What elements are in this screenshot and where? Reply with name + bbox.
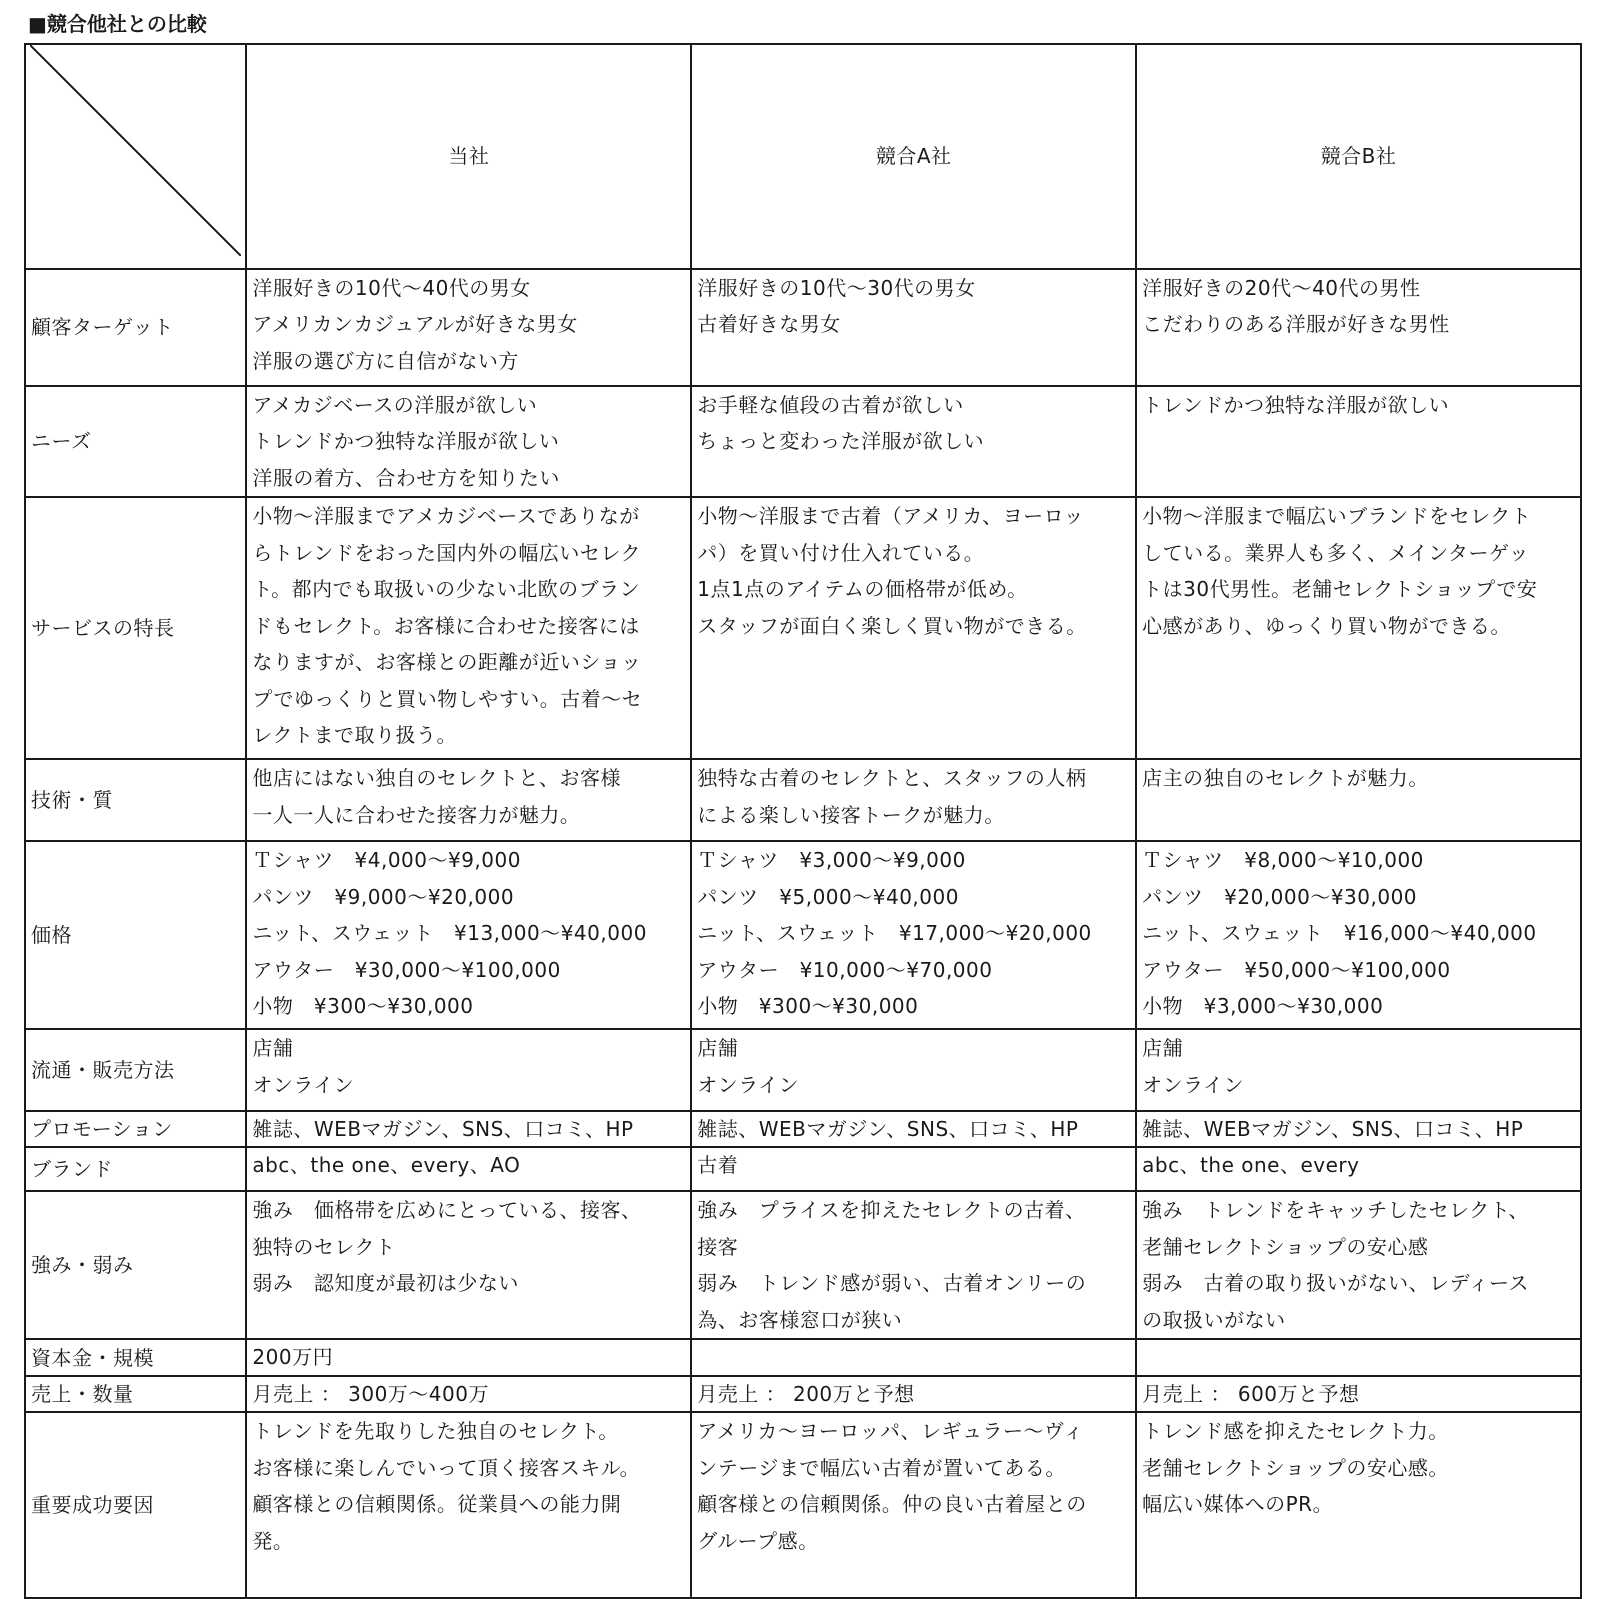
cell-customer-target-own-company	[246, 269, 691, 386]
cell-brand-competitor-b	[1136, 1147, 1581, 1191]
cell-text-line: 顧客様との信頼関係。従業員への能力開	[252, 1492, 622, 1517]
cell-text-line: トレンドを先取りした独自のセレクト。	[252, 1419, 619, 1444]
table-row-brand	[25, 1147, 1581, 1191]
page-title: ■競合他社との比較	[28, 12, 207, 36]
cell-text-line: による楽しい接客トークが魅力。	[697, 802, 1005, 827]
cell-text-line: お手軽な値段の古着が欲しい	[697, 392, 964, 417]
cell-technology-quality-competitor-b	[1136, 759, 1581, 841]
cell-text-line: お客様に楽しんでいって頂く接客スキル。	[252, 1455, 641, 1480]
cell-strengths-weaknesses-own-company	[246, 1191, 691, 1339]
cell-distribution-competitor-b	[1136, 1029, 1581, 1111]
cell-text-line: ドもセレクト。お客様に合わせた接客には	[252, 613, 640, 638]
cell-text-line: 弱み トレンド感が弱い、古着オンリーの	[697, 1271, 1087, 1296]
cell-text-line: アウター ¥30,000〜¥100,000	[252, 957, 561, 982]
table-row-service-features	[25, 497, 1581, 759]
cell-text-line: グループ感。	[697, 1528, 819, 1553]
cell-strengths-weaknesses-competitor-b	[1136, 1191, 1581, 1339]
cell-text-line: ト。都内でも取扱いの少ない北欧のブラン	[252, 577, 641, 602]
cell-text-line: している。業界人も多く、メインターゲッ	[1142, 540, 1530, 565]
row-label-service-features: サービスの特長	[25, 497, 246, 759]
cell-key-success-factors-competitor-b	[1136, 1412, 1581, 1598]
cell-text-line: 小物〜洋服までアメカジベースでありなが	[252, 504, 640, 529]
cell-text-line: パンツ ¥9,000〜¥20,000	[252, 884, 515, 909]
cell-text-line: ニット、スウェット ¥13,000〜¥40,000	[252, 921, 647, 946]
cell-text-line: パンツ ¥5,000〜¥40,000	[697, 884, 959, 909]
cell-distribution-own-company	[246, 1029, 691, 1111]
row-label-distribution: 流通・販売方法	[25, 1029, 246, 1111]
cell-text-line: 月売上 ： 600万と予想	[1142, 1382, 1360, 1407]
cell-strengths-weaknesses-competitor-a	[691, 1191, 1136, 1339]
cell-brand-competitor-a	[691, 1147, 1136, 1191]
cell-text-line: アメリカ〜ヨーロッパ、レギュラー〜ヴィ	[697, 1419, 1084, 1444]
cell-text-line: オンライン	[1142, 1072, 1245, 1097]
table-row-strengths-weaknesses	[25, 1191, 1581, 1339]
cell-key-success-factors-own-company	[246, 1412, 691, 1598]
corner-cell	[25, 44, 246, 269]
row-label-sales-volume: 売上・数量	[25, 1376, 246, 1412]
cell-text-line: 心感があり、ゆっくり買い物ができる。	[1142, 613, 1511, 638]
row-label-technology-quality: 技術・質	[25, 759, 246, 841]
table-row-price	[25, 841, 1581, 1029]
cell-text-line: 小物 ¥300〜¥30,000	[697, 994, 919, 1019]
cell-text-line: 小物 ¥3,000〜¥30,000	[1142, 994, 1384, 1019]
cell-text-line: アウター ¥50,000〜¥100,000	[1142, 957, 1451, 982]
table-row-sales-volume	[25, 1376, 1581, 1412]
cell-text-line: なりますが、お客様との距離が近いショッ	[252, 650, 642, 675]
cell-price-competitor-a	[691, 841, 1136, 1029]
cell-text-line: トレンド感を抑えたセレクト力。	[1142, 1419, 1449, 1444]
cell-text-line: アウター ¥10,000〜¥70,000	[697, 957, 993, 982]
cell-text-line: 洋服好きの10代〜40代の男女	[252, 275, 531, 300]
cell-text-line: 強み 価格帯を広めにとっている、接客、	[252, 1198, 642, 1223]
column-header-competitor-b: 競合B社	[1136, 44, 1581, 269]
competitor-comparison-table	[24, 43, 1582, 1599]
cell-text-line: 店舗	[1142, 1036, 1184, 1061]
cell-customer-target-competitor-b	[1136, 269, 1581, 386]
cell-text-line: 洋服の選び方に自信がない方	[252, 348, 519, 373]
cell-text-line: の取扱いがない	[1142, 1307, 1286, 1332]
cell-text-line: オンライン	[697, 1072, 800, 1097]
cell-text-line: abc、the one、every、AO	[252, 1153, 521, 1178]
row-label-strengths-weaknesses: 強み・弱み	[25, 1191, 246, 1339]
cell-text-line: らトレンドをおった国内外の幅広いセレク	[252, 540, 642, 565]
cell-customer-target-competitor-a	[691, 269, 1136, 386]
cell-needs-own-company	[246, 386, 691, 498]
cell-text-line: Ｔシャツ ¥8,000〜¥10,000	[1142, 848, 1424, 873]
cell-text-line: トレンドかつ独特な洋服が欲しい	[252, 429, 560, 454]
cell-text-line: 200万円	[252, 1345, 334, 1370]
cell-needs-competitor-a	[691, 386, 1136, 498]
column-header-competitor-a: 競合A社	[691, 44, 1136, 269]
cell-text-line: 月売上 ： 300万〜400万	[252, 1382, 489, 1407]
cell-text-line: ニット、スウェット ¥16,000〜¥40,000	[1142, 921, 1537, 946]
cell-text-line: ニット、スウェット ¥17,000〜¥20,000	[697, 921, 1092, 946]
row-label-promotion: プロモーション	[25, 1111, 246, 1147]
cell-text-line: 幅広い媒体へのPR。	[1142, 1492, 1334, 1517]
cell-text-line: スタッフが面白く楽しく買い物ができる。	[697, 613, 1087, 638]
cell-text-line: 顧客様との信頼関係。仲の良い古着屋との	[697, 1492, 1087, 1517]
cell-text-line: 洋服好きの20代〜40代の男性	[1142, 275, 1421, 300]
column-header-own-company: 当社	[246, 44, 691, 269]
cell-text-line: 雑誌、WEBマガジン、SNS、口コミ、HP	[697, 1117, 1079, 1142]
cell-text-line: 接客	[697, 1234, 739, 1259]
cell-text-line: 老舗セレクトショップの安心感	[1142, 1234, 1429, 1259]
cell-text-line: ちょっと変わった洋服が欲しい	[697, 429, 985, 454]
row-label-price: 価格	[25, 841, 246, 1029]
table-row-distribution	[25, 1029, 1581, 1111]
cell-sales-volume-own-company	[246, 1376, 691, 1412]
table-row-needs	[25, 386, 1581, 498]
cell-capital-scale-own-company	[246, 1339, 691, 1376]
table-row-customer-target	[25, 269, 1581, 386]
row-label-key-success-factors: 重要成功要因	[25, 1412, 246, 1598]
cell-needs-competitor-b	[1136, 386, 1581, 498]
cell-text-line: abc、the one、every	[1142, 1153, 1360, 1178]
cell-text-line: 発。	[252, 1528, 294, 1553]
cell-key-success-factors-competitor-a	[691, 1412, 1136, 1598]
cell-text-line: 洋服好きの10代〜30代の男女	[697, 275, 976, 300]
cell-text-line: 洋服の着方、合わせ方を知りたい	[252, 465, 560, 490]
cell-text-line: 他店にはない独自のセレクトと、お客様	[252, 766, 622, 791]
cell-capital-scale-competitor-a	[691, 1339, 1136, 1376]
table-row-promotion	[25, 1111, 1581, 1147]
cell-text-line: レクトまで取り扱う。	[252, 723, 458, 748]
cell-service-features-own-company	[246, 497, 691, 759]
cell-text-line: 雑誌、WEBマガジン、SNS、口コミ、HP	[252, 1117, 634, 1142]
cell-text-line: 店舗	[697, 1036, 739, 1061]
cell-text-line: 雑誌、WEBマガジン、SNS、口コミ、HP	[1142, 1117, 1524, 1142]
cell-text-line: 月売上 ： 200万と予想	[697, 1382, 915, 1407]
cell-text-line: 独特な古着のセレクトと、スタッフの人柄	[697, 766, 1087, 791]
cell-text-line: ンテージまで幅広い古着が置いてある。	[697, 1455, 1066, 1480]
cell-text-line: 小物 ¥300〜¥30,000	[252, 994, 474, 1019]
cell-text-line: パンツ ¥20,000〜¥30,000	[1142, 884, 1418, 909]
cell-text-line: 古着	[697, 1153, 739, 1178]
row-label-needs: ニーズ	[25, 386, 246, 498]
cell-distribution-competitor-a	[691, 1029, 1136, 1111]
cell-text-line: 強み トレンドをキャッチしたセレクト、	[1142, 1198, 1529, 1223]
cell-text-line: 弱み 古着の取り扱いがない、レディース	[1142, 1271, 1530, 1296]
cell-text-line: 弱み 認知度が最初は少ない	[252, 1271, 519, 1296]
header-row	[25, 44, 1581, 269]
cell-price-own-company	[246, 841, 691, 1029]
cell-sales-volume-competitor-b	[1136, 1376, 1581, 1412]
cell-text-line: トは30代男性。老舗セレクトショップで安	[1142, 577, 1538, 602]
cell-text-line: オンライン	[252, 1072, 355, 1097]
cell-text-line: アメカジベースの洋服が欲しい	[252, 392, 538, 417]
cell-text-line: 強み プライスを抑えたセレクトの古着、	[697, 1198, 1086, 1223]
cell-promotion-competitor-a	[691, 1111, 1136, 1147]
table-body	[25, 269, 1581, 1599]
cell-text-line: 独特のセレクト	[252, 1234, 396, 1259]
table-row-technology-quality	[25, 759, 1581, 841]
cell-text-line: 1点1点のアイテムの価格帯が低め。	[697, 577, 1028, 602]
cell-capital-scale-competitor-b	[1136, 1339, 1581, 1376]
cell-service-features-competitor-a	[691, 497, 1136, 759]
cell-text-line: 為、お客様窓口が狭い	[697, 1307, 903, 1332]
row-label-customer-target: 顧客ターゲット	[25, 269, 246, 386]
cell-service-features-competitor-b	[1136, 497, 1581, 759]
row-label-capital-scale: 資本金・規模	[25, 1339, 246, 1376]
cell-text-line: プでゆっくりと買い物しやすい。古着〜セ	[252, 686, 643, 711]
cell-text-line: 店舗	[252, 1036, 294, 1061]
cell-text-line: 一人一人に合わせた接客力が魅力。	[252, 802, 581, 827]
cell-sales-volume-competitor-a	[691, 1376, 1136, 1412]
table-row-capital-scale	[25, 1339, 1581, 1376]
cell-promotion-competitor-b	[1136, 1111, 1581, 1147]
cell-technology-quality-own-company	[246, 759, 691, 841]
cell-text-line: 店主の独自のセレクトが魅力。	[1142, 766, 1429, 791]
cell-text-line: Ｔシャツ ¥4,000〜¥9,000	[252, 848, 521, 873]
cell-text-line: パ）を買い付け仕入れている。	[697, 540, 985, 565]
cell-technology-quality-competitor-a	[691, 759, 1136, 841]
cell-text-line: 老舗セレクトショップの安心感。	[1142, 1455, 1449, 1480]
diagonal-line	[30, 45, 241, 256]
cell-text-line: 小物〜洋服まで古着（アメリカ、ヨーロッ	[697, 504, 1085, 529]
cell-text-line: 古着好きな男女	[697, 312, 841, 337]
cell-text-line: Ｔシャツ ¥3,000〜¥9,000	[697, 848, 966, 873]
cell-text-line: トレンドかつ独特な洋服が欲しい	[1142, 392, 1450, 417]
cell-brand-own-company	[246, 1147, 691, 1191]
cell-promotion-own-company	[246, 1111, 691, 1147]
cell-text-line: 小物〜洋服まで幅広いブランドをセレクト	[1142, 504, 1532, 529]
table-row-key-success-factors	[25, 1412, 1581, 1598]
cell-text-line: こだわりのある洋服が好きな男性	[1142, 312, 1450, 337]
row-label-brand: ブランド	[25, 1147, 246, 1191]
cell-text-line: アメリカンカジュアルが好きな男女	[252, 312, 578, 337]
cell-price-competitor-b	[1136, 841, 1581, 1029]
